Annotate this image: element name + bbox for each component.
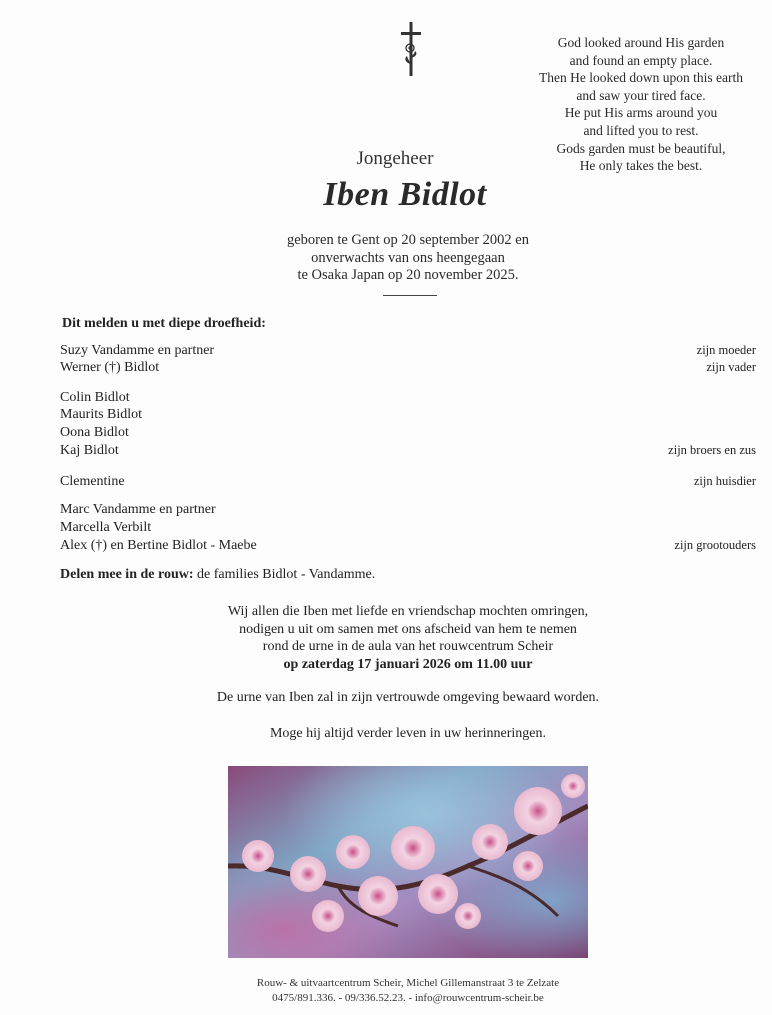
relation-label: zijn grootouders xyxy=(674,538,756,552)
memory-statement: Moge hij altijd verder leven in uw herinneringen. xyxy=(269,726,547,741)
funeral-home-footer xyxy=(150,976,666,1006)
deceased-name: Iben Bidlot xyxy=(323,176,487,213)
urn-statement: De urne van Iben zal in zijn vertrouwde omgeving bewaard worden. xyxy=(216,690,600,705)
poem-line: He only takes the best. xyxy=(579,158,703,174)
birth-line: geboren te Gent op 20 september 2002 en xyxy=(287,232,529,248)
birth-death-info xyxy=(240,232,576,285)
ceremony-date: op zaterdag 17 januari 2026 om 11.00 uur xyxy=(283,656,533,672)
relative-name: Alex (†) en Bertine Bidlot - Maebe xyxy=(60,538,257,553)
poem-line: Then He looked down upon this earth xyxy=(539,70,743,86)
poem-line: He put His arms around you xyxy=(564,105,718,121)
relation-label: zijn huisdier xyxy=(693,474,756,488)
announcement-heading: Dit melden u met diepe droefheid: xyxy=(62,316,266,331)
honorific: Jongeheer xyxy=(356,148,434,169)
poem-line: Gods garden must be beautiful, xyxy=(556,140,726,156)
invitation-line: rond de urne in de aula van het rouwcentrum Scheir xyxy=(262,639,554,654)
poem-line: and found an empty place. xyxy=(569,52,713,68)
invitation-line: Wij allen die Iben met liefde en vriendschap mochten omringen, xyxy=(227,604,589,619)
relative-name: Clementine xyxy=(60,474,125,489)
poem-line: and lifted you to rest. xyxy=(583,122,699,138)
invitation xyxy=(100,603,716,673)
relative-name: Colin Bidlot xyxy=(60,390,130,405)
relative-name: Marcella Verbilt xyxy=(60,520,152,535)
relation-label: zijn moeder xyxy=(696,343,756,357)
relative-name: Marc Vandamme en partner xyxy=(60,502,216,517)
funeral-home-address: Rouw- & uitvaartcentrum Scheir, Michel Gillemanstraat 3 te Zelzate xyxy=(256,977,560,989)
poem-line: God looked around His garden xyxy=(557,35,725,50)
mourning-families xyxy=(60,567,375,583)
birth-line: onverwachts van ons heengegaan xyxy=(311,249,505,266)
cross-with-rose-icon xyxy=(398,20,424,78)
cherry-blossom-photo xyxy=(228,766,588,958)
relative-name: Maurits Bidlot xyxy=(60,407,143,422)
poem-line: and saw your tired face. xyxy=(576,87,706,103)
divider xyxy=(383,295,437,296)
relative-name: Werner (†) Bidlot xyxy=(60,360,160,375)
relation-label: zijn vader xyxy=(706,360,756,374)
invitation-line: nodigen u uit om samen met ons afscheid van hem te nemen xyxy=(239,621,577,637)
poem xyxy=(506,34,772,175)
funeral-home-contact: 0475/891.336. - 09/336.52.23. - info@rouwcentrum-scheir.be xyxy=(272,992,544,1004)
relative-name: Kaj Bidlot xyxy=(60,443,119,458)
relative-name: Suzy Vandamme en partner xyxy=(60,343,215,358)
relation-label: zijn broers en zus xyxy=(668,443,756,457)
relative-name: Oona Bidlot xyxy=(60,425,129,440)
mourning-lead: Delen mee in de rouw: xyxy=(60,567,194,582)
birth-line: te Osaka Japan op 20 november 2025. xyxy=(297,267,519,283)
mourning-families-text: de families Bidlot - Vandamme. xyxy=(193,567,376,582)
